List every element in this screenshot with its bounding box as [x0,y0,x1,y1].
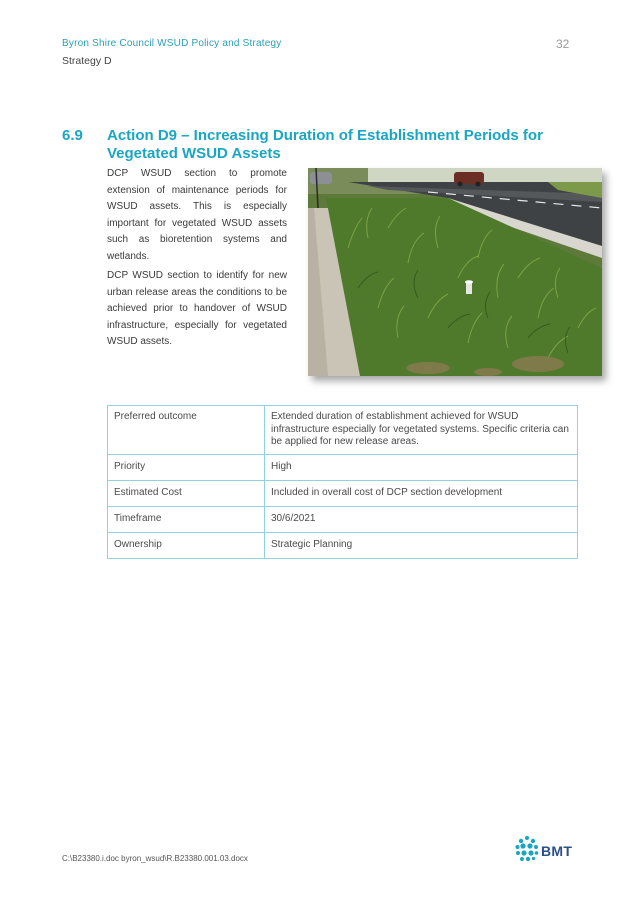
priority-value: High [265,455,578,481]
table-row [108,455,578,481]
preferred-outcome-value: Extended duration of establishment achieved for WSUD infrastructure especially for vegetated systems. Specific criteria can be applied for new release areas. [265,406,578,455]
bmt-logo [514,834,580,864]
ownership-value: Strategic Planning [265,533,578,559]
strategy-label: Strategy D [62,55,112,67]
table-row [108,406,578,455]
table-row [108,533,578,559]
table-row [108,481,578,507]
timeframe-label: Timeframe [108,507,265,533]
estimated-cost-label: Estimated Cost [108,481,265,507]
page-number: 32 [556,37,570,51]
estimated-cost-value: Included in overall cost of DCP section development [265,481,578,507]
timeframe-value: 30/6/2021 [265,507,578,533]
bioretention-photo [308,168,602,376]
document-title: Byron Shire Council WSUD Policy and Strategy [62,38,282,49]
body-paragraph-2: DCP WSUD section to identify for new urban release areas the conditions to be achieved prior to handover of WSUD infrastructure, especially for vegetated WSUD assets. [107,270,287,348]
ownership-label: Ownership [108,533,265,559]
section-number: 6.9 [62,127,83,144]
bmt-logo-text: BMT [541,843,573,859]
section-title: Action D9 – Increasing Duration of Establishment Periods for Vegetated WSUD Assets [107,127,543,162]
bmt-globe-icon [514,834,540,864]
action-summary-table [107,405,578,559]
priority-label: Priority [108,455,265,481]
footer-file-path: C:\B23380.i.doc byron_wsud\R.B23380.001.03.docx [62,854,248,863]
body-paragraph-1: DCP WSUD section to promote extension of maintenance periods for WSUD assets. This is especially important for vegetated WSUD assets such as bioretention systems and wetlands. [107,168,287,262]
table-row [108,507,578,533]
preferred-outcome-label: Preferred outcome [108,406,265,455]
